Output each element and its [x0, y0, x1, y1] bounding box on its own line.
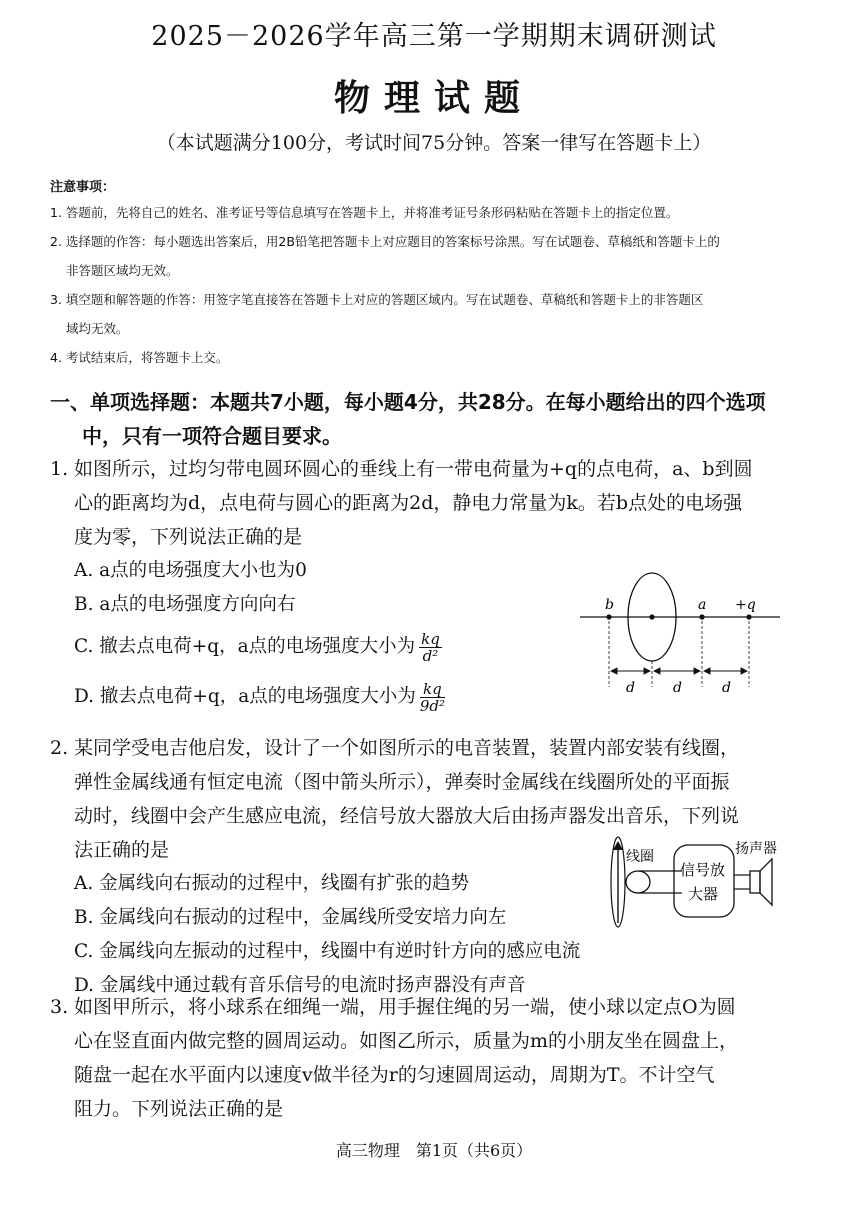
label-a: a — [698, 597, 707, 613]
label-d: d — [673, 680, 682, 696]
guitar-pickup-figure — [600, 835, 800, 930]
notice-list — [50, 198, 820, 372]
question-text: 如图甲所示，将小球系在细绳一端，用手握住绳的另一端，使小球以定点O为圆 — [74, 996, 736, 1018]
question-text: 动时，线圈中会产生感应电流，经信号放大器放大后由扬声器发出音乐，下列说 — [74, 805, 740, 827]
amplifier-box — [674, 845, 734, 917]
ring-charge-figure — [575, 565, 790, 700]
question-text: 某同学受电吉他启发，设计了一个如图所示的电音装置，装置内部安装有线圈， — [74, 737, 740, 759]
label-b: b — [605, 597, 614, 613]
notice-item: 3. 填空题和解答题的作答：用签字笔直接答在答题卡上对应的答题区域内。写在试题卷、草稿纸和答题卡上的非答题区 — [50, 292, 704, 307]
amplifier-label: 大器 — [688, 885, 719, 903]
fraction-numerator: kq — [420, 681, 445, 698]
ring-center — [649, 614, 654, 619]
question-text: 随盘一起在水平面内以速度v做半径为r的匀速圆周运动，周期为T。不计空气 — [74, 1064, 715, 1086]
option-b: B. a点的电场强度方向向右 — [74, 594, 296, 615]
question-text: 度为零，下列说法正确的是 — [74, 526, 303, 548]
fraction-numerator: kq — [421, 629, 440, 648]
speaker-icon — [750, 871, 760, 893]
point-a — [699, 614, 704, 619]
notice-item: 域均无效。 — [66, 321, 129, 336]
amplifier-label: 信号放 — [680, 861, 726, 879]
notice-item: 非答题区域均无效。 — [66, 263, 179, 278]
question-number: 3. — [50, 996, 69, 1018]
notice-title: 注意事项： — [50, 180, 116, 195]
option-c: C. 金属线向左振动的过程中，线圈中有逆时针方向的感应电流 — [74, 941, 581, 962]
question-3 — [50, 990, 820, 1126]
fraction — [419, 631, 442, 664]
fraction-denominator: d² — [422, 646, 439, 665]
option-d: D. 金属线中通过载有音乐信号的电流时扬声器没有声音 — [74, 975, 526, 996]
fraction-denominator: 9d² — [419, 696, 445, 715]
dimension-arrows — [611, 668, 747, 674]
question-text: 心在竖直面内做完整的圆周运动。如图乙所示，质量为m的小朋友坐在圆盘上， — [74, 1030, 739, 1052]
fraction — [420, 681, 445, 714]
question-number: 1. — [50, 458, 69, 480]
notice-item: 2. 选择题的作答：每小题选出答案后，用2B铅笔把答题卡上对应题目的答案标号涂黑。写在试题卷、草稿纸和答题卡上的 — [50, 234, 720, 249]
question-number: 2. — [50, 737, 69, 759]
label-d: d — [722, 680, 731, 696]
option-b: B. 金属线向右振动的过程中，金属线所受安培力向左 — [74, 907, 507, 928]
speaker-cone-icon — [760, 859, 772, 905]
question-text: 如图所示，过均匀带电圆环圆心的垂线上有一带电荷量为+q的点电荷，a、b到圆 — [74, 458, 753, 480]
exam-info: （本试题满分100分，考试时间75分钟。答案一律写在答题卡上） — [156, 132, 712, 154]
coil — [626, 871, 650, 893]
section-line: 一、单项选择题：本题共7小题，每小题4分，共28分。在每小题给出的四个选项 — [50, 390, 766, 414]
page-footer: 高三物理 第1页（共6页） — [335, 1141, 533, 1160]
label-q: +q — [735, 597, 756, 613]
section-heading — [50, 385, 820, 453]
question-text: 法正确的是 — [74, 839, 170, 861]
label-d: d — [626, 680, 635, 696]
section-line: 中，只有一项符合题目要求。 — [82, 424, 342, 448]
option-c-text: C. 撤去点电荷+q，a点的电场强度大小为 — [74, 636, 416, 657]
coil-label: 线圈 — [626, 849, 654, 865]
question-text: 心的距离均为d，点电荷与圆心的距离为2d，静电力常量为k。若b点处的电场强 — [74, 492, 743, 514]
point-charge — [746, 614, 751, 619]
subject-title: 物理试题 — [333, 78, 534, 119]
exam-title: 2025－2026学年高三第一学期期末调研测试 — [151, 21, 717, 52]
option-d-text: D. 撤去点电荷+q，a点的电场强度大小为 — [74, 686, 416, 707]
option-a: A. a点的电场强度大小也为0 — [74, 560, 307, 581]
speaker-label: 扬声器 — [735, 841, 777, 857]
question-text: 阻力。下列说法正确的是 — [74, 1098, 284, 1120]
notice-item: 1. 答题前，先将自己的姓名、准考证号等信息填写在答题卡上，并将准考证号条形码粘贴在答题卡上的指定位置。 — [50, 205, 679, 220]
notice-item: 4. 考试结束后，将答题卡上交。 — [50, 350, 229, 365]
point-b — [606, 614, 611, 619]
question-text: 弹性金属线通有恒定电流（图中箭头所示），弹奏时金属线在线圈所处的平面振 — [74, 771, 730, 793]
option-a: A. 金属线向右振动的过程中，线圈有扩张的趋势 — [74, 873, 470, 894]
